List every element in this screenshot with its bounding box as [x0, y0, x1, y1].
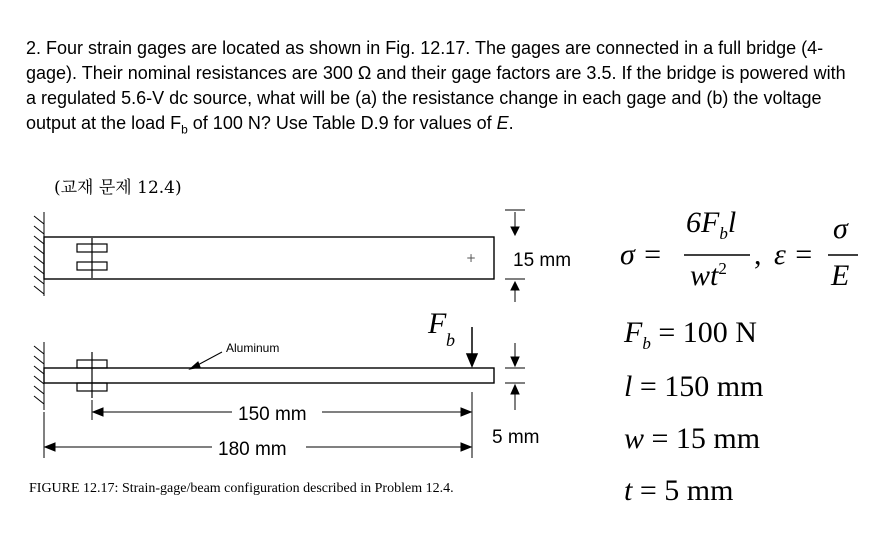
strain-gage-top	[77, 238, 107, 278]
korean-note: (교재 문제 12.4)	[54, 178, 182, 198]
given-width: w = 15 mm	[624, 422, 761, 455]
given-thickness: t = 5 mm	[624, 474, 734, 507]
problem-text-middle: of 100 N? Use Table D.9 for values of	[187, 113, 497, 133]
problem-text-end: .	[508, 113, 514, 133]
given-force: $F_b = 100$ N	[624, 316, 757, 353]
sigma-den-sup: 2	[718, 259, 727, 278]
label-force-sub: b	[446, 330, 455, 350]
given-thickness-value: = 5 mm	[632, 474, 734, 507]
problem-var-e: E	[496, 113, 509, 133]
force-arrow	[467, 327, 477, 366]
label-material: Aluminum	[226, 341, 280, 355]
epsilon-denominator: E	[831, 259, 850, 292]
sigma-lhs: σ =	[620, 238, 663, 271]
epsilon-lhs: ε =	[774, 238, 814, 271]
problem-subscript-b: b	[181, 122, 188, 137]
problem-text-start: Four strain gages are located as shown in Fig. 12.17. The gages are connected in a full bridge (4-gage). Their nominal resistances are 300 Ω and their gage factors are 3.5. If the bridge is powered with a regulated 5.6-V dc source, what will be (a) the resistance change in each gage and (b) the voltage output at the load F	[26, 38, 846, 133]
material-leader	[190, 352, 222, 369]
label-thickness-top: 15 mm	[513, 250, 572, 271]
sigma-numerator: $6F_bl$	[686, 206, 737, 243]
sigma-denominator: $wt^2$	[690, 259, 727, 292]
beam-top-view	[44, 237, 494, 279]
given-width-value: = 15 mm	[644, 422, 761, 455]
strain-gage-side	[77, 352, 107, 398]
center-mark: +	[466, 251, 477, 265]
epsilon-numerator: σ	[833, 212, 848, 245]
sigma-num-sub: b	[719, 224, 728, 243]
label-length-150: 150 mm	[238, 404, 307, 425]
formula-comma: ,	[754, 238, 762, 271]
label-thickness-bottom: 5 mm	[492, 427, 540, 448]
given-force-sub: b	[642, 334, 651, 353]
figure-caption: FIGURE 12.17: Strain-gage/beam configuration described in Problem 12.4.	[29, 481, 454, 496]
wall-hatch-side	[34, 342, 44, 410]
sigma-num-l: l	[727, 206, 737, 239]
wall-hatch-top	[34, 212, 44, 296]
thickness-arrows-side	[505, 343, 525, 410]
problem-number: 2.	[26, 38, 42, 58]
given-length-value: = 150 mm	[632, 370, 764, 403]
given-length: l = 150 mm	[624, 370, 764, 403]
beam-side-view	[44, 368, 494, 383]
given-force-value: = 100 N	[650, 316, 757, 349]
label-force: F	[428, 307, 447, 340]
label-length-180: 180 mm	[218, 439, 287, 460]
